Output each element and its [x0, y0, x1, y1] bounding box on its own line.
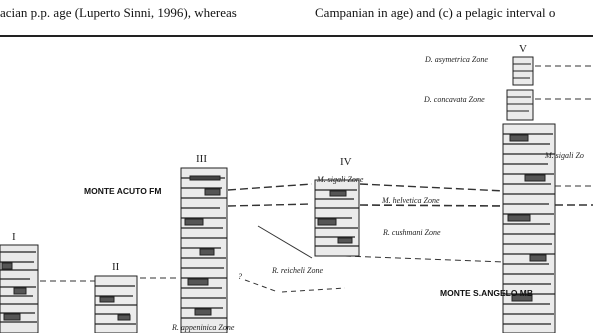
zone-label-d-concavata: D. concavata Zone: [424, 95, 485, 104]
formation-label-monte-acuto: MONTE ACUTO FM: [84, 186, 162, 196]
figure-top-rule: [0, 35, 593, 37]
correlation-line-sigali: [360, 184, 505, 191]
section-label-iv: IV: [340, 156, 352, 168]
zone-label-r-reicheli: R. reicheli Zone: [272, 266, 324, 275]
correlation-line-reicheli: [245, 280, 278, 292]
section-label-i: I: [12, 231, 16, 243]
zone-label-m-sigali-v: M. sigali Zo: [545, 151, 584, 160]
zone-label-r-cushmani: R. cushmani Zone: [383, 228, 441, 237]
formation-label-monte-sangelo: MONTE S.ANGELO MB: [440, 288, 534, 298]
column-section-i: [0, 245, 38, 333]
zone-label-query: ?: [238, 272, 242, 281]
correlation-line-helvetica-left: [228, 204, 312, 206]
zone-label-r-appenninica: R. appeninica Zone: [172, 323, 235, 332]
zone-label-m-helvetica: M. helvetica Zone: [382, 196, 440, 205]
correlation-line-helvetica-right: [360, 205, 505, 206]
correlation-line-monte-acuto: [228, 184, 312, 190]
zone-label-d-asymetrica: D. asymetrica Zone: [425, 55, 488, 64]
section-label-ii: II: [112, 261, 120, 273]
column-section-iii: [181, 168, 227, 333]
body-text-left: acian p.p. age (Luperto Sinni, 1996), whereas: [0, 5, 237, 20]
column-section-ii: [95, 276, 137, 333]
section-label-v: V: [519, 43, 527, 55]
correlation-line-base-iv: [345, 256, 505, 262]
section-label-iii: III: [196, 153, 207, 165]
correlation-line-diagonal: [258, 226, 312, 258]
correlation-line-reicheli-right: [282, 288, 345, 292]
zone-label-m-sigali-iv: M. sigali Zone: [317, 175, 364, 184]
stratigraphic-correlation-figure: [0, 38, 593, 333]
column-section-iv: [315, 180, 359, 256]
body-text-right: Campanian in age) and (c) a pelagic interval o: [315, 5, 556, 20]
